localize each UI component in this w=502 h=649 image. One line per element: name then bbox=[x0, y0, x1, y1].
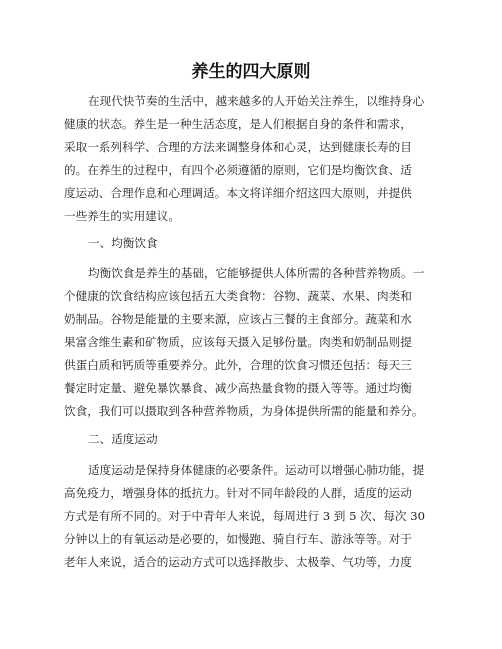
intro-line: 的。在养生的过程中，有四个必须遵循的原则，它们是均衡饮食、适 bbox=[64, 163, 412, 177]
paragraph-line: 方式是有所不同的。对于中青年人来说，每周进行 3 到 5 次、每次 30 bbox=[64, 509, 425, 523]
intro-line: 健康的状态。养生是一种生活态度，是人们根据自身的条件和需求， bbox=[64, 117, 412, 131]
paragraph-line: 个健康的饮食结构应该包括五大类食物：谷物、蔬菜、水果、肉类和 bbox=[64, 289, 412, 303]
section-heading-balanced-diet: 一、均衡饮食 bbox=[88, 236, 158, 250]
intro-line: 度运动、合理作息和心理调适。本文将详细介绍这四大原则，并提供 bbox=[64, 186, 412, 200]
paragraph-line: 果富含维生素和矿物质，应该每天摄入足够份量。肉类和奶制品则提 bbox=[64, 335, 412, 349]
paragraph-line: 饮食，我们可以摄取到各种营养物质，为身体提供所需的能量和养分。 bbox=[64, 404, 424, 418]
paragraph-line: 分钟以上的有氧运动是必要的，如慢跑、骑自行车、游泳等等。对于 bbox=[64, 532, 412, 546]
paragraph-line: 老年人来说，适合的运动方式可以选择散步、太极拳、气功等，力度 bbox=[64, 555, 412, 569]
page-title: 养生的四大原则 bbox=[191, 62, 311, 82]
paragraph-line: 供蛋白质和钙质等重要养分。此外，合理的饮食习惯还包括：每天三 bbox=[64, 358, 412, 372]
paragraph-line: 适度运动是保持身体健康的必要条件。运动可以增强心肺功能，提 bbox=[88, 463, 425, 477]
paragraph-line: 高免疫力，增强身体的抵抗力。针对不同年龄段的人群，适度的运动 bbox=[64, 486, 412, 500]
intro-line: 采取一系列科学、合理的方法来调整身体和心灵，达到健康长寿的目 bbox=[64, 140, 412, 154]
intro-line: 在现代快节奏的生活中，越来越多的人开始关注养生，以维持身心 bbox=[88, 94, 425, 108]
intro-line: 一些养生的实用建议。 bbox=[64, 209, 180, 223]
paragraph-line: 餐定时定量、避免暴饮暴食、减少高热量食物的摄入等等。通过均衡 bbox=[64, 381, 412, 395]
paragraph-line: 均衡饮食是养生的基础，它能够提供人体所需的各种营养物质。一 bbox=[88, 266, 425, 280]
paragraph-line: 奶制品。谷物是能量的主要来源，应该占三餐的主食部分。蔬菜和水 bbox=[64, 312, 412, 326]
section-heading-moderate-exercise: 二、适度运动 bbox=[88, 432, 158, 446]
